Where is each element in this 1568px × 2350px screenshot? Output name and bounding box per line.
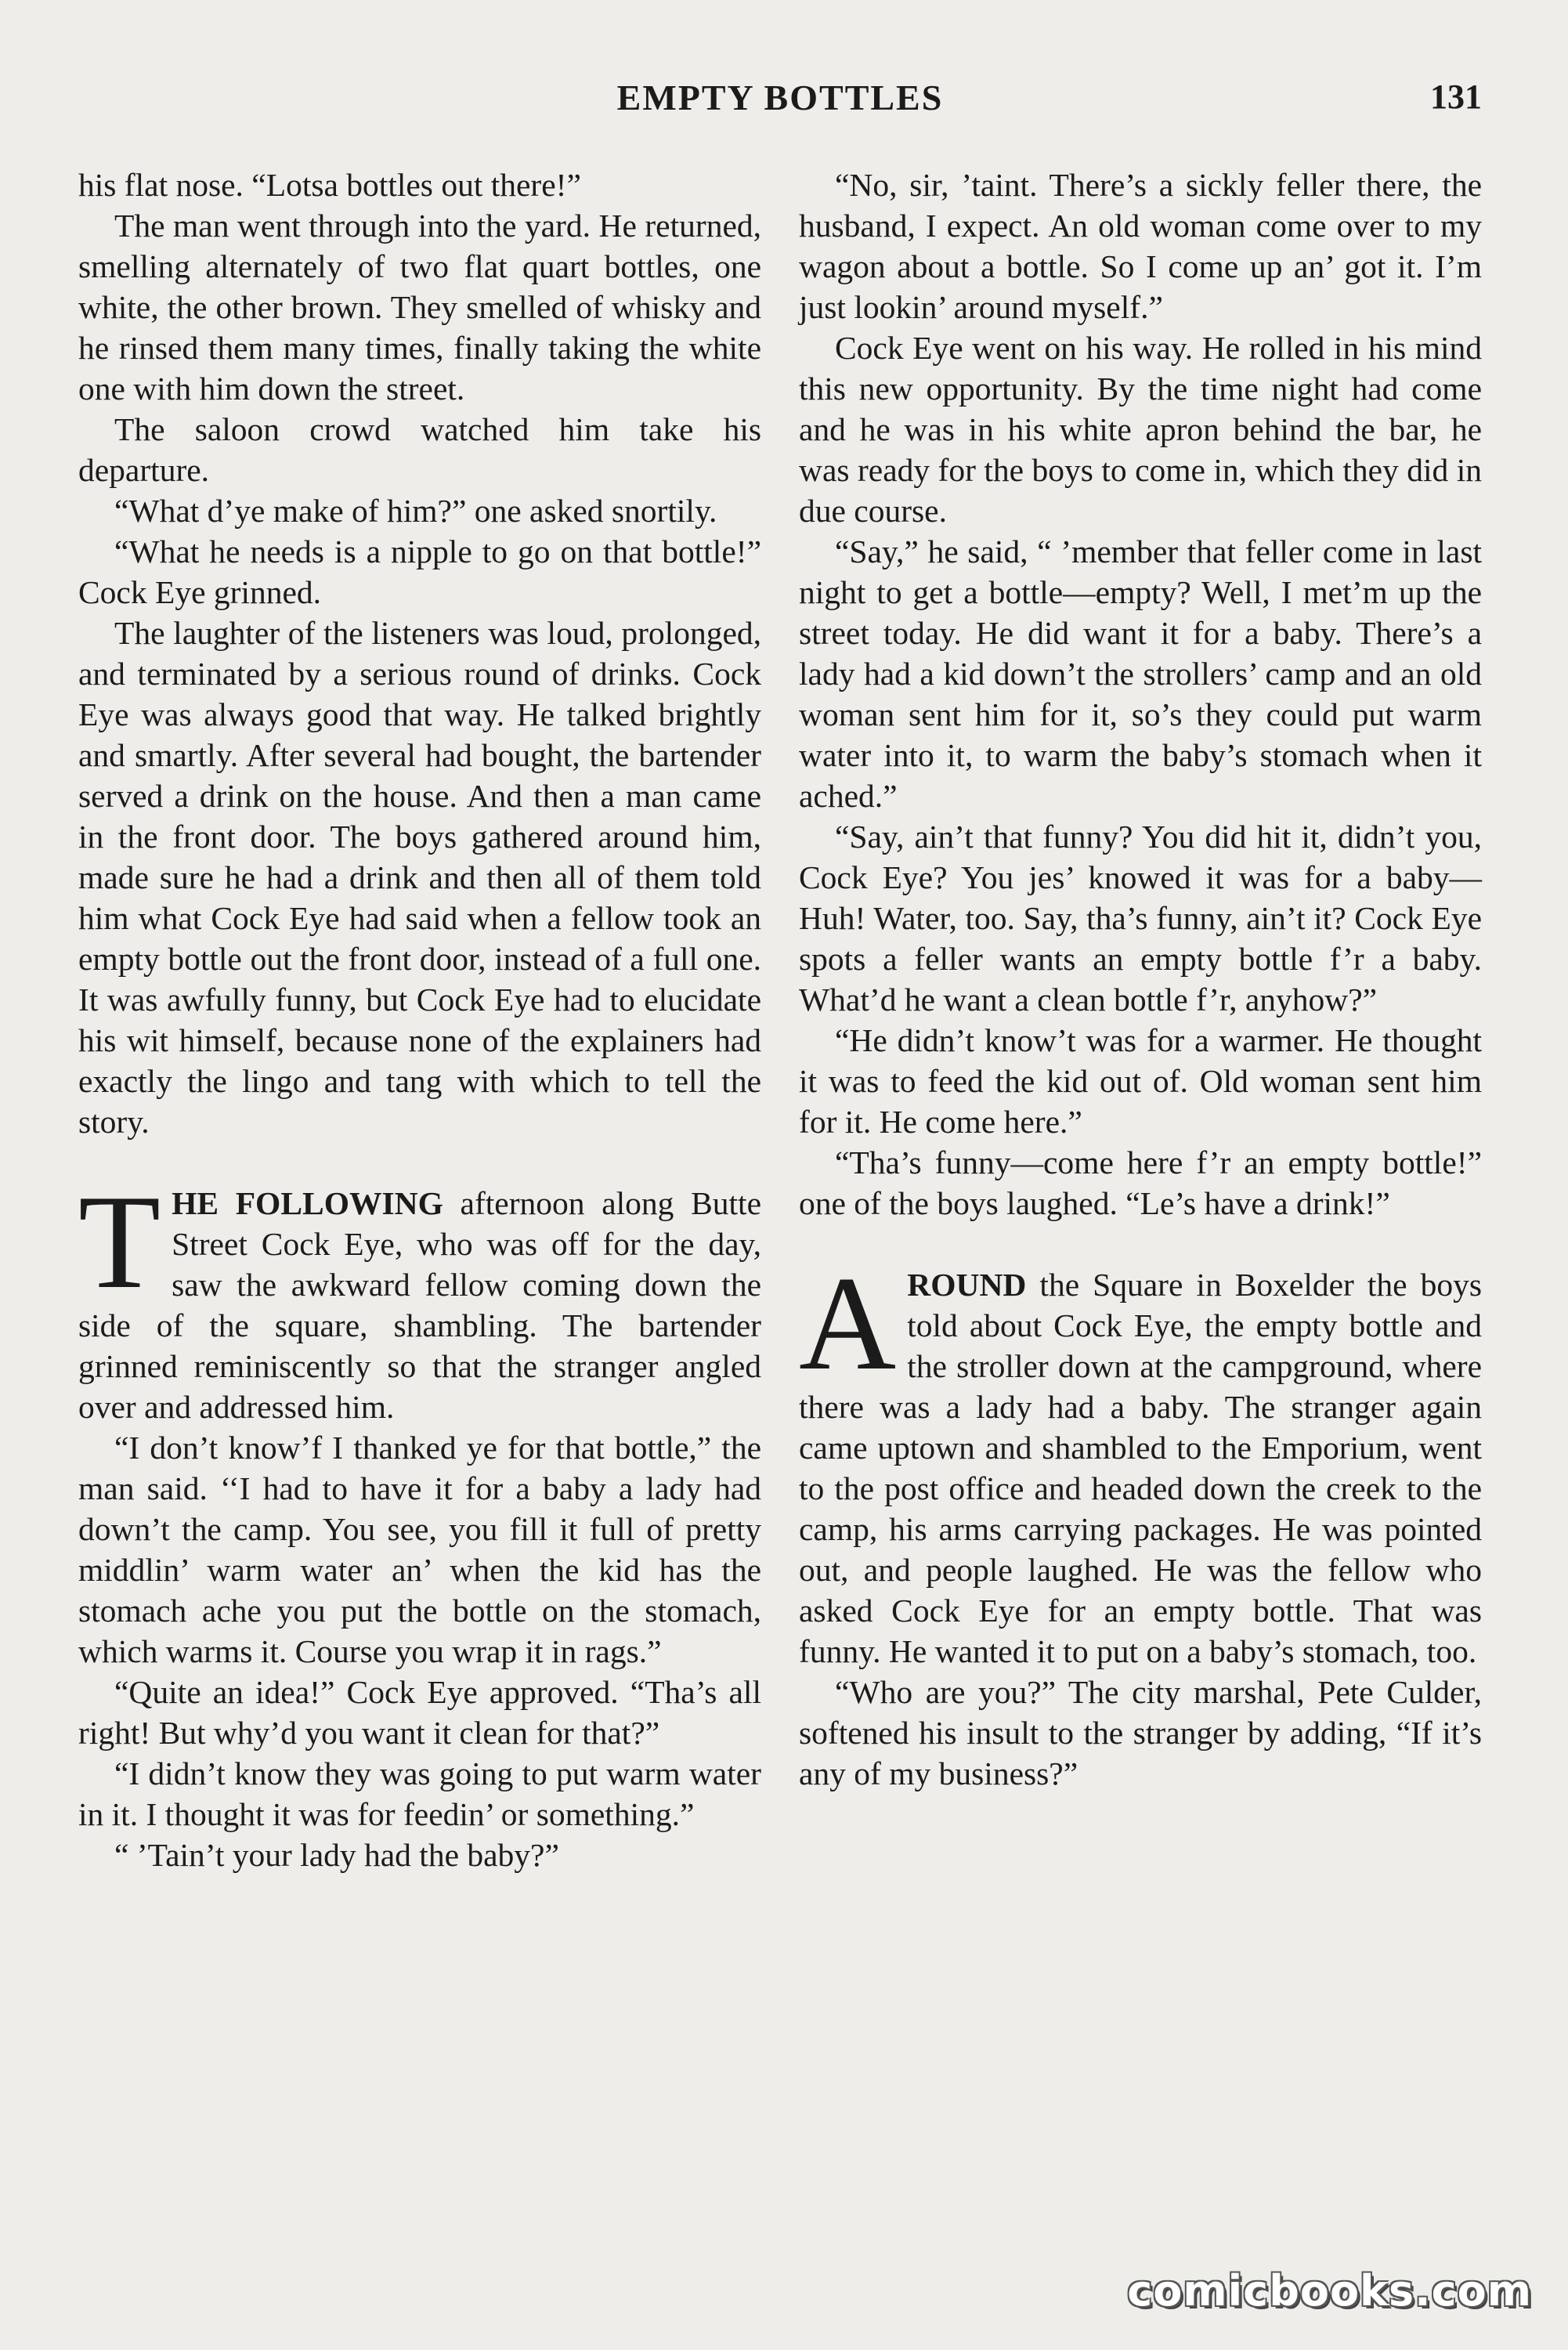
paragraph: “Say, ain’t that funny? You did hit it, didn’t you, Cock Eye? You jes’ knowed it was for a baby— Huh! Water, too. Say, tha’s funny, ain’t it? Cock Eye spots a feller wants an empty bottle f’r a baby. What’d he want a clean bottle f’r, anyhow?” <box>799 819 1482 1018</box>
paragraph: “I don’t know’f I thanked ye for that bottle,” the man said. ‘‘I had to have it for a baby a lady had down’t the camp. You see, you fill it full of pretty middlin’ warm water an’ when the kid has the stomach ache you put the bottle on the stomach, which warms it. Course you wrap it in rags.” <box>78 1430 761 1669</box>
left-column <box>78 164 761 1875</box>
right-column <box>799 164 1482 1794</box>
lead-in-caps: ROUND <box>907 1267 1027 1303</box>
running-title: EMPTY BOTTLES <box>616 78 944 118</box>
paragraph: “Who are you?” The city marshal, Pete Culder, softened his insult to the stranger by adding, “If it’s any of my business?” <box>799 1674 1482 1791</box>
watermark: comicbooks.com <box>1127 2266 1532 2316</box>
section-opening-paragraph <box>799 1249 1482 1672</box>
paragraph: “ ’Tain’t your lady had the baby?” <box>114 1837 559 1873</box>
paragraph: “Tha’s funny—come here f’r an empty bottle!” one of the boys laughed. “Le’s have a drink!” <box>799 1144 1482 1221</box>
paragraph: The laughter of the listeners was loud, prolonged, and terminated by a serious round of drinks. Cock Eye was always good that way. He talked brightly and smartly. After several had bought, the bartender served a drink on the house. And then a man came in the front door. The boys gathered around him, made sure he had a drink and then all of them told him what Cock Eye had said when a fellow took an empty bottle out the front door, instead of a full one. It was awfully funny, but Cock Eye had to elucidate his wit himself, because none of the explainers had exactly the lingo and tang with which to tell the story. <box>78 615 761 1140</box>
paragraph-text: the Square in Boxelder the boys told about Cock Eye, the empty bottle and the stroller down at the campground, where there was a lady had a baby. The stranger again came uptown and shambled to the Emporium, went to the post office and headed down the creek to the camp, his arms carrying packages. He was pointed out, and people laughed. He was the fellow who asked Cock Eye for an empty bottle. That was funny. He wanted it to put on a baby’s stomach, too. <box>799 1267 1482 1669</box>
paragraph: “No, sir, ’taint. There’s a sickly feller there, the husband, I expect. An old woman come over to my wagon about a bottle. So I come up an’ got it. I’m just lookin’ around myself.” <box>799 167 1482 325</box>
paragraph: The man went through into the yard. He returned, smelling alternately of two flat quart bottles, one white, the other brown. They smelled of whisky and he rinsed them many times, finally taking the white one with him down the street. <box>78 208 761 407</box>
paragraph: “Quite an idea!” Cock Eye approved. “Tha’s all right! But why’d you want it clean for that?” <box>78 1674 761 1751</box>
page-number: 131 <box>1430 78 1482 116</box>
page-header <box>78 72 1482 127</box>
paragraph: his flat nose. “Lotsa bottles out there!” <box>78 167 581 203</box>
drop-cap: A <box>799 1249 897 1398</box>
paragraph: “I didn’t know they was going to put warm water in it. I thought it was for feedin’ or something.” <box>78 1755 761 1832</box>
paragraph: “What he needs is a nipple to go on that bottle!” Cock Eye grinned. <box>78 533 761 610</box>
lead-in-caps: HE FOLLOWING <box>172 1185 443 1221</box>
paragraph: The saloon crowd watched him take his departure. <box>78 411 761 488</box>
paragraph: “Say,” he said, “ ’member that feller come in last night to get a bottle—empty? Well, I met’m up the street today. He did want it for a baby. There’s a lady had a kid down’t the strollers’ camp and an old woman sent him for it, so’s they could put warm water into it, to warm the baby’s stomach when it ached.” <box>799 533 1482 814</box>
paragraph: “He didn’t know’t was for a warmer. He thought it was to feed the kid out of. Old woman sent him for it. He come here.” <box>799 1022 1482 1140</box>
paragraph: Cock Eye went on his way. He rolled in his mind this new opportunity. By the time night had come and he was in his white apron behind the bar, he was ready for the boys to come in, which they did in due course. <box>799 330 1482 529</box>
paragraph: “What d’ye make of him?” one asked snortily. <box>114 493 717 529</box>
paragraph-text: afternoon along Butte Street Cock Eye, who was off for the day, saw the awkward fellow coming down the side of the square, shambling. The bartender grinned reminiscently so that the stranger angled over and addressed him. <box>78 1185 761 1425</box>
section-opening-paragraph <box>78 1168 761 1427</box>
drop-cap: T <box>78 1168 161 1317</box>
